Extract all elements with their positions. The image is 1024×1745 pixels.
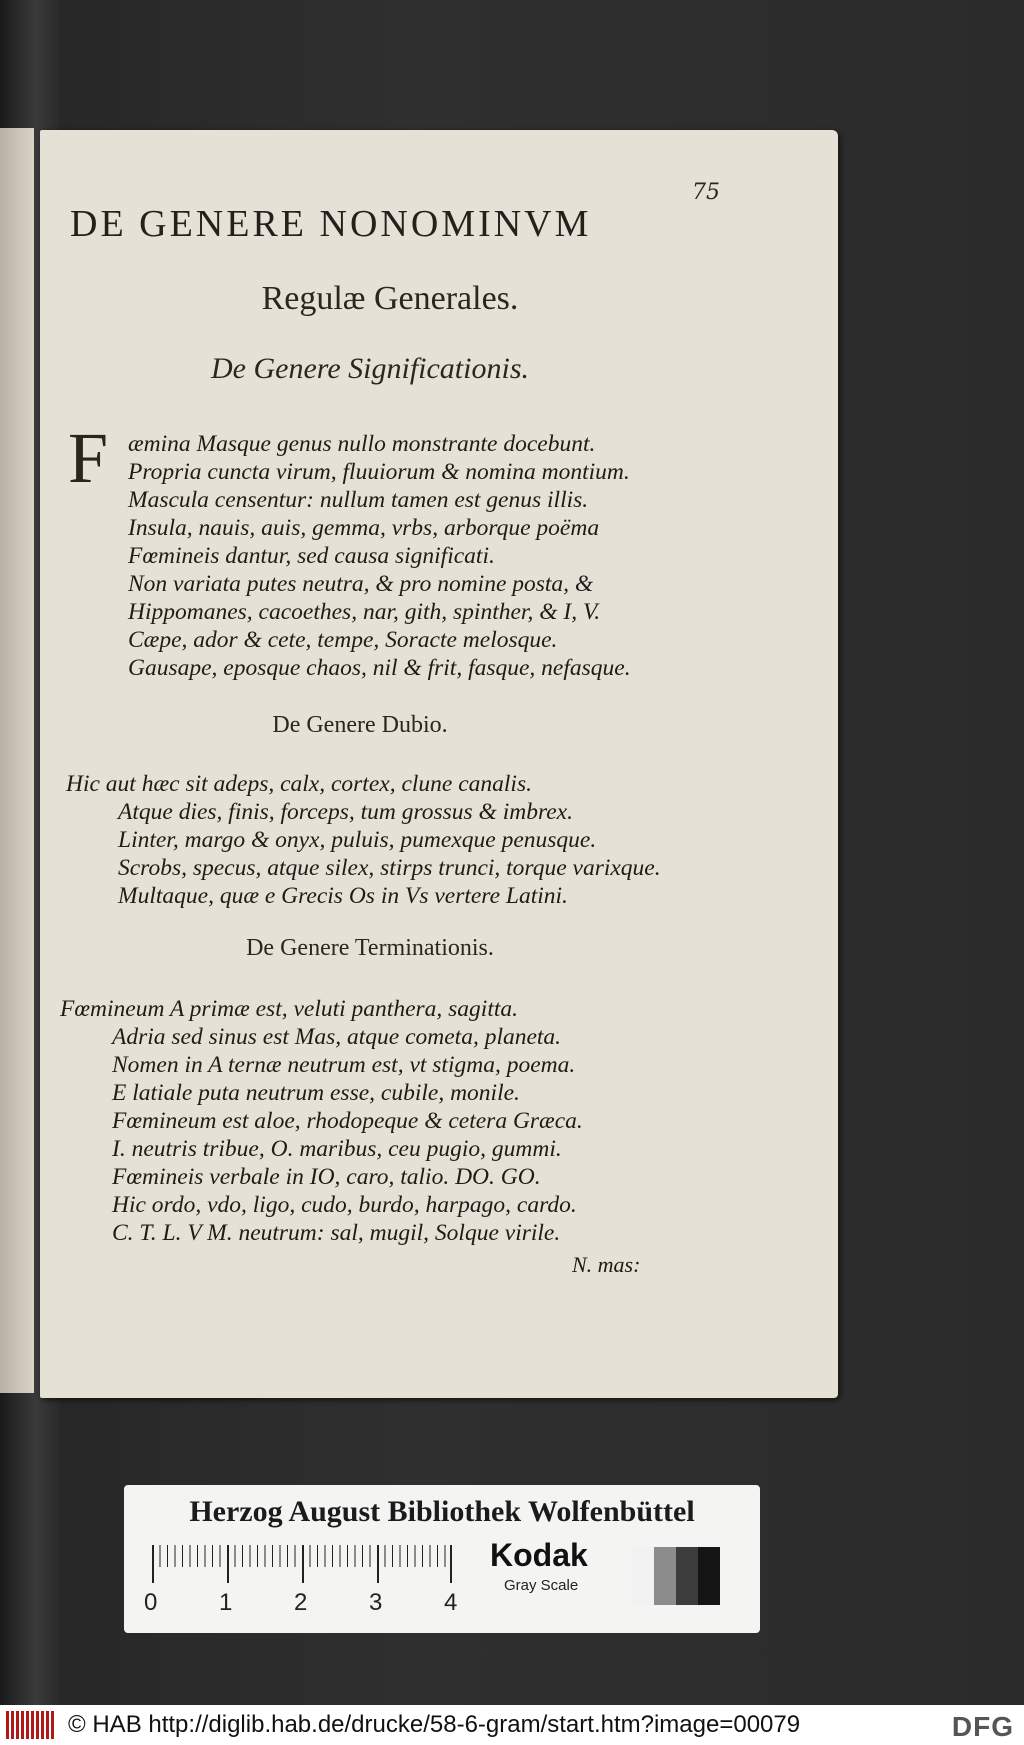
ruler-number: 1 (219, 1589, 233, 1616)
left-page-edge (0, 128, 34, 1393)
gray-swatch (676, 1547, 698, 1605)
footer-bar (0, 1705, 1024, 1745)
verse-line: Hic ordo, vdo, ligo, cudo, burdo, harpago, cardo. (112, 1192, 577, 1218)
verse-line: E latiale puta neutrum esse, cubile, monile. (112, 1080, 520, 1106)
verse-line: Hippomanes, cacoethes, nar, gith, spinther, & I, V. (128, 599, 601, 625)
verse-line: Multaque, quæ e Grecis Os in Vs vertere Latini. (118, 883, 568, 909)
gray-swatch (632, 1547, 654, 1605)
verse-line: Non variata putes neutra, & pro nomine posta, & (128, 571, 594, 597)
copyright-url[interactable]: © HAB http://diglib.hab.de/drucke/58-6-gram/start.htm?image=00079 (68, 1711, 801, 1738)
gray-scale-label: Gray Scale (504, 1577, 579, 1594)
verse-line: Gausape, eposque chaos, nil & frit, fasque, nefasque. (128, 655, 631, 681)
verse-line: Atque dies, finis, forceps, tum grossus & imbrex. (118, 799, 573, 825)
verse-line: Propria cuncta virum, fluuiorum & nomina montium. (128, 459, 630, 485)
catchword: N. mas: (572, 1252, 641, 1277)
drop-cap: F (68, 418, 109, 498)
verse-line: I. neutris tribue, O. maribus, ceu pugio, gummi. (112, 1136, 562, 1162)
verse-line: Linter, margo & onyx, puluis, pumexque penusque. (118, 827, 597, 853)
ruler-mark (377, 1545, 379, 1583)
verse-line: æmina Masque genus nullo monstrante docebunt. (128, 431, 596, 457)
ruler-mark (302, 1545, 304, 1583)
verse-line: Adria sed sinus est Mas, atque cometa, planeta. (112, 1024, 562, 1050)
library-name: Herzog August Bibliothek Wolfenbüttel (189, 1495, 695, 1528)
verse-line: Mascula censentur: nullum tamen est genus illis. (128, 487, 589, 513)
page-title: DE GENERE NONOMINVM (70, 203, 592, 245)
ruler-mark (450, 1545, 452, 1583)
verse-line: Scrobs, specus, atque silex, stirps trunci, torque varixque. (118, 855, 661, 881)
verse-line: Insula, nauis, auis, gemma, vrbs, arborque poëma (128, 515, 600, 541)
page-subtitle: Regulæ Generales. (261, 280, 519, 317)
verse-line: Hic aut hæc sit adeps, calx, cortex, clune canalis. (66, 771, 532, 797)
verse-line: Fœmineum A primæ est, veluti panthera, sagitta. (60, 996, 519, 1022)
ruler-mark (227, 1545, 229, 1583)
ruler-number: 4 (444, 1589, 458, 1616)
verse-line: C. T. L. V M. neutrum: sal, mugil, Solque virile. (112, 1220, 561, 1246)
page-number: 75 (692, 180, 720, 205)
verse-line: Cæpe, ador & cete, tempe, Soracte melosque. (128, 627, 558, 653)
section-heading: De Genere Significationis. (211, 352, 529, 385)
dfg-logo: DFG (951, 1711, 1014, 1742)
hab-logo-icon (6, 1711, 54, 1739)
verse-line: Fœmineis verbale in IO, caro, talio. DO. GO. (112, 1164, 541, 1190)
ruler-number: 0 (144, 1589, 158, 1616)
gray-swatches (632, 1547, 720, 1605)
verse-line: Fœmineum est aloe, rhodopeque & cetera Græca. (112, 1108, 583, 1134)
ruler-mark (152, 1545, 154, 1583)
gray-swatch (698, 1547, 720, 1605)
section-heading: De Genere Dubio. (272, 712, 448, 738)
book-page (40, 130, 838, 1398)
section-heading: De Genere Terminationis. (246, 935, 494, 961)
verse-block-dubio (66, 770, 661, 910)
kodak-logo: Kodak (490, 1537, 588, 1573)
color-scale-card (124, 1485, 760, 1633)
ruler (152, 1545, 452, 1583)
verse-line: Nomen in A ternæ neutrum est, vt stigma, poema. (112, 1052, 576, 1078)
ruler-number: 3 (369, 1589, 383, 1616)
verse-block-terminationis (60, 995, 583, 1247)
ruler-number: 2 (294, 1589, 308, 1616)
gray-swatch (654, 1547, 676, 1605)
verse-line: Fœmineis dantur, sed causa significati. (128, 543, 495, 569)
verse-block-significationis (128, 430, 631, 682)
